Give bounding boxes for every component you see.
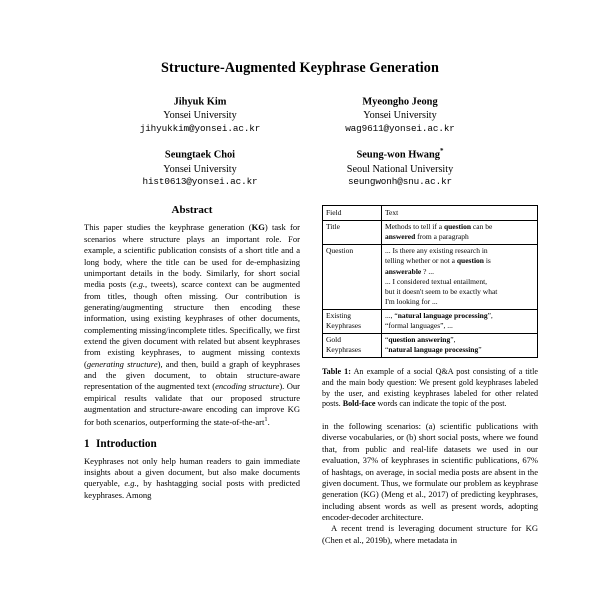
author-block bbox=[300, 94, 500, 135]
abstract-text-2: ) task for scenarios where structure plays an important role. For example, a scientific publication consists of a short title and a long body, where the title can be used for de-emphasizing unimportant details in the body. Similarly, for short social media posts ( bbox=[84, 222, 300, 290]
table-caption-label: Table 1: bbox=[322, 367, 351, 377]
abstract-generating-structure-italic: generating structure bbox=[86, 358, 158, 369]
section-heading-introduction bbox=[84, 438, 300, 450]
right-column bbox=[322, 204, 538, 546]
table-cell-text bbox=[382, 309, 538, 333]
table-cell-line bbox=[385, 321, 534, 331]
author-email: seungwonh@snu.ac.kr bbox=[347, 176, 453, 188]
table-cell-segment: from a paragraph bbox=[415, 232, 469, 242]
table-cell-line bbox=[385, 287, 534, 297]
table-header-text: Text bbox=[382, 206, 538, 220]
table-cell-segment: ..., “ bbox=[385, 311, 398, 321]
table-row bbox=[323, 244, 538, 309]
author-row bbox=[0, 147, 600, 188]
table-cell-segment: “ bbox=[385, 335, 389, 345]
right-paragraph-1: in the following scenarios: (a) scientific publications with diverse vocabularies, or (b) short social posts, where we found that, from public and real-life datasets we used in our evaluation, 37% of keyphrases in scientific publications, 67% of hashtags, on average, in social media posts are absent in the given document. Thus, we formulate our problem as keyphrase generation (KG) (Meng et al., 2017) of predicting keyphrases, including absent words as well as present words, adopting encoder-decoder architecture. bbox=[322, 421, 538, 522]
abstract-text-3: , tweets), scarce context can be augmented from titles, though often missing. Our contribution is generating/augmenting structure then encoding these information, using existing keyphrases of other documents, complementing missing/incomplete titles. Specifically, we first extend the given document with related but absent keyphrases from existing keyphrases, to augment missing contexts ( bbox=[84, 279, 300, 369]
author-name-text: Myeongho Jeong bbox=[362, 96, 438, 108]
table-cell-line: Keyphrases bbox=[326, 345, 361, 355]
author-email: wag9611@yonsei.ac.kr bbox=[345, 122, 455, 134]
table-cell-segment: ... I considered textual entailment, bbox=[385, 276, 488, 286]
author-block bbox=[100, 94, 300, 135]
table-cell-segment: ? ... bbox=[421, 266, 434, 276]
table-cell-line bbox=[385, 277, 534, 287]
table-row bbox=[323, 220, 538, 244]
left-column bbox=[84, 204, 300, 546]
table-cell-field: Question bbox=[323, 244, 382, 309]
table-cell-line bbox=[385, 222, 534, 232]
table-cell-bold-term: answerable bbox=[385, 266, 422, 276]
intro-text-2: , by hashtagging social posts with predicted keyphrases. Among bbox=[84, 478, 300, 500]
abstract-heading: Abstract bbox=[171, 204, 213, 217]
abstract-kg-bold: KG bbox=[251, 222, 265, 233]
table-cell-segment: ... Is there any existing research in bbox=[385, 246, 488, 256]
page-title: Structure-Augmented Keyphrase Generation bbox=[161, 60, 439, 76]
right-column-body bbox=[322, 421, 538, 546]
table-cell-segment: but it doesn't seem to be exactly what bbox=[385, 286, 498, 296]
table-cell-bold-term: question bbox=[443, 222, 472, 232]
table-body bbox=[323, 206, 538, 358]
table-cell-segment: Methods to tell if a bbox=[385, 222, 444, 232]
table-cell-field bbox=[323, 309, 382, 333]
abstract-text-1: This paper studies the keyphrase generation ( bbox=[84, 222, 252, 233]
table-cell-bold-term: natural language processing bbox=[397, 311, 488, 321]
table-cell-line bbox=[385, 232, 534, 242]
table-cell-bold-term: question bbox=[456, 256, 484, 266]
author-name bbox=[100, 147, 300, 162]
author-name-text: Seungtaek Choi bbox=[164, 149, 236, 161]
author-email: hist0613@yonsei.ac.kr bbox=[142, 176, 258, 188]
author-list bbox=[0, 94, 600, 188]
table-header-row bbox=[323, 206, 538, 220]
table-cell-line bbox=[385, 297, 534, 307]
table-cell-bold-term: natural language processing bbox=[388, 345, 479, 355]
example-table bbox=[322, 205, 538, 358]
table-cell-line bbox=[385, 246, 534, 256]
author-name bbox=[300, 94, 500, 109]
table-cell-segment: ”, bbox=[487, 311, 493, 321]
table-cell-segment: telling whether or not a bbox=[385, 256, 457, 266]
table-caption-boldface: Bold-face bbox=[342, 399, 376, 409]
author-affiliation: Seoul National University bbox=[346, 163, 454, 175]
author-star: * bbox=[439, 147, 444, 156]
author-block bbox=[300, 147, 500, 188]
author-name bbox=[100, 94, 300, 109]
abstract-text-5: ). Our empirical results validate that our proposed structure augmentation and structure-aware encoding can improve KG for both scenarios, outperforming the state-of-the-art bbox=[84, 381, 300, 427]
table-row bbox=[323, 333, 538, 357]
table-cell-line bbox=[385, 335, 534, 345]
intro-eg-italic: e.g. bbox=[124, 478, 137, 489]
abstract-paragraph bbox=[84, 222, 300, 427]
abstract-text-6: . bbox=[267, 416, 270, 427]
table-cell-line bbox=[385, 267, 534, 277]
author-affiliation: Yonsei University bbox=[163, 163, 237, 175]
table-cell-field bbox=[323, 333, 382, 357]
table-cell-bold-term: question answering bbox=[388, 335, 451, 345]
table-caption-text-2: words can indicate the topic of the post. bbox=[375, 399, 507, 409]
author-name-text: Seung-won Hwang bbox=[356, 149, 440, 161]
table-header-field: Field bbox=[323, 206, 382, 220]
table-cell-field: Title bbox=[323, 220, 382, 244]
author-name bbox=[300, 147, 500, 162]
abstract-encoding-structure-italic: encoding structure bbox=[215, 381, 280, 392]
author-affiliation: Yonsei University bbox=[163, 110, 237, 122]
section-number: 1 bbox=[84, 437, 90, 450]
author-email: jihyukkim@yonsei.ac.kr bbox=[139, 122, 261, 134]
footnote-marker: 1 bbox=[264, 415, 268, 423]
table-caption-text-1: An example of a social Q&A post consisting of a title and the main body question: We present gold keyphrases labeled by the user, and existing keyphrases labeled for other related posts. bbox=[322, 367, 538, 409]
table-cell-line: Existing bbox=[326, 311, 352, 321]
table-cell-segment: “formal languages”, ... bbox=[385, 321, 453, 331]
table-cell-bold-term: answered bbox=[385, 232, 416, 242]
intro-text-1: Keyphrases not only help human readers to gain immediate insights about a given document, but also make documents queryable, bbox=[84, 455, 300, 489]
author-affiliation: Yonsei University bbox=[363, 110, 437, 122]
table-caption bbox=[322, 367, 538, 410]
author-block bbox=[100, 147, 300, 188]
table-cell-line: Gold bbox=[326, 335, 341, 345]
table-cell-segment: can be bbox=[471, 222, 493, 232]
table-cell-text bbox=[382, 333, 538, 357]
table-cell-segment: “ bbox=[385, 345, 389, 355]
section-title: Introduction bbox=[96, 437, 157, 450]
abstract-eg-italic: e.g. bbox=[132, 279, 146, 290]
introduction-paragraph bbox=[84, 456, 300, 501]
table-cell-line: Keyphrases bbox=[326, 321, 361, 331]
table-cell-segment: ”, bbox=[450, 335, 456, 345]
author-name-text: Jihyuk Kim bbox=[173, 96, 227, 108]
table-cell-text bbox=[382, 220, 538, 244]
table-cell-line bbox=[385, 256, 534, 266]
author-row bbox=[0, 94, 600, 135]
table-cell-segment: ” bbox=[478, 345, 482, 355]
right-paragraph-2: A recent trend is leveraging document structure for KG (Chen et al., 2019b), where metadata in bbox=[322, 523, 538, 545]
two-column-body bbox=[0, 204, 600, 546]
table-cell-segment: is bbox=[483, 256, 491, 266]
table-cell-line bbox=[385, 345, 534, 355]
table-row bbox=[323, 309, 538, 333]
abstract-text-4: ), and then, build a graph of keyphrases and the given document, to obtain structure-aware representation of the augmented text ( bbox=[84, 358, 300, 392]
table-cell-text bbox=[382, 244, 538, 309]
table-cell-line bbox=[385, 311, 534, 321]
table-cell-segment: I'm looking for ... bbox=[385, 296, 438, 306]
